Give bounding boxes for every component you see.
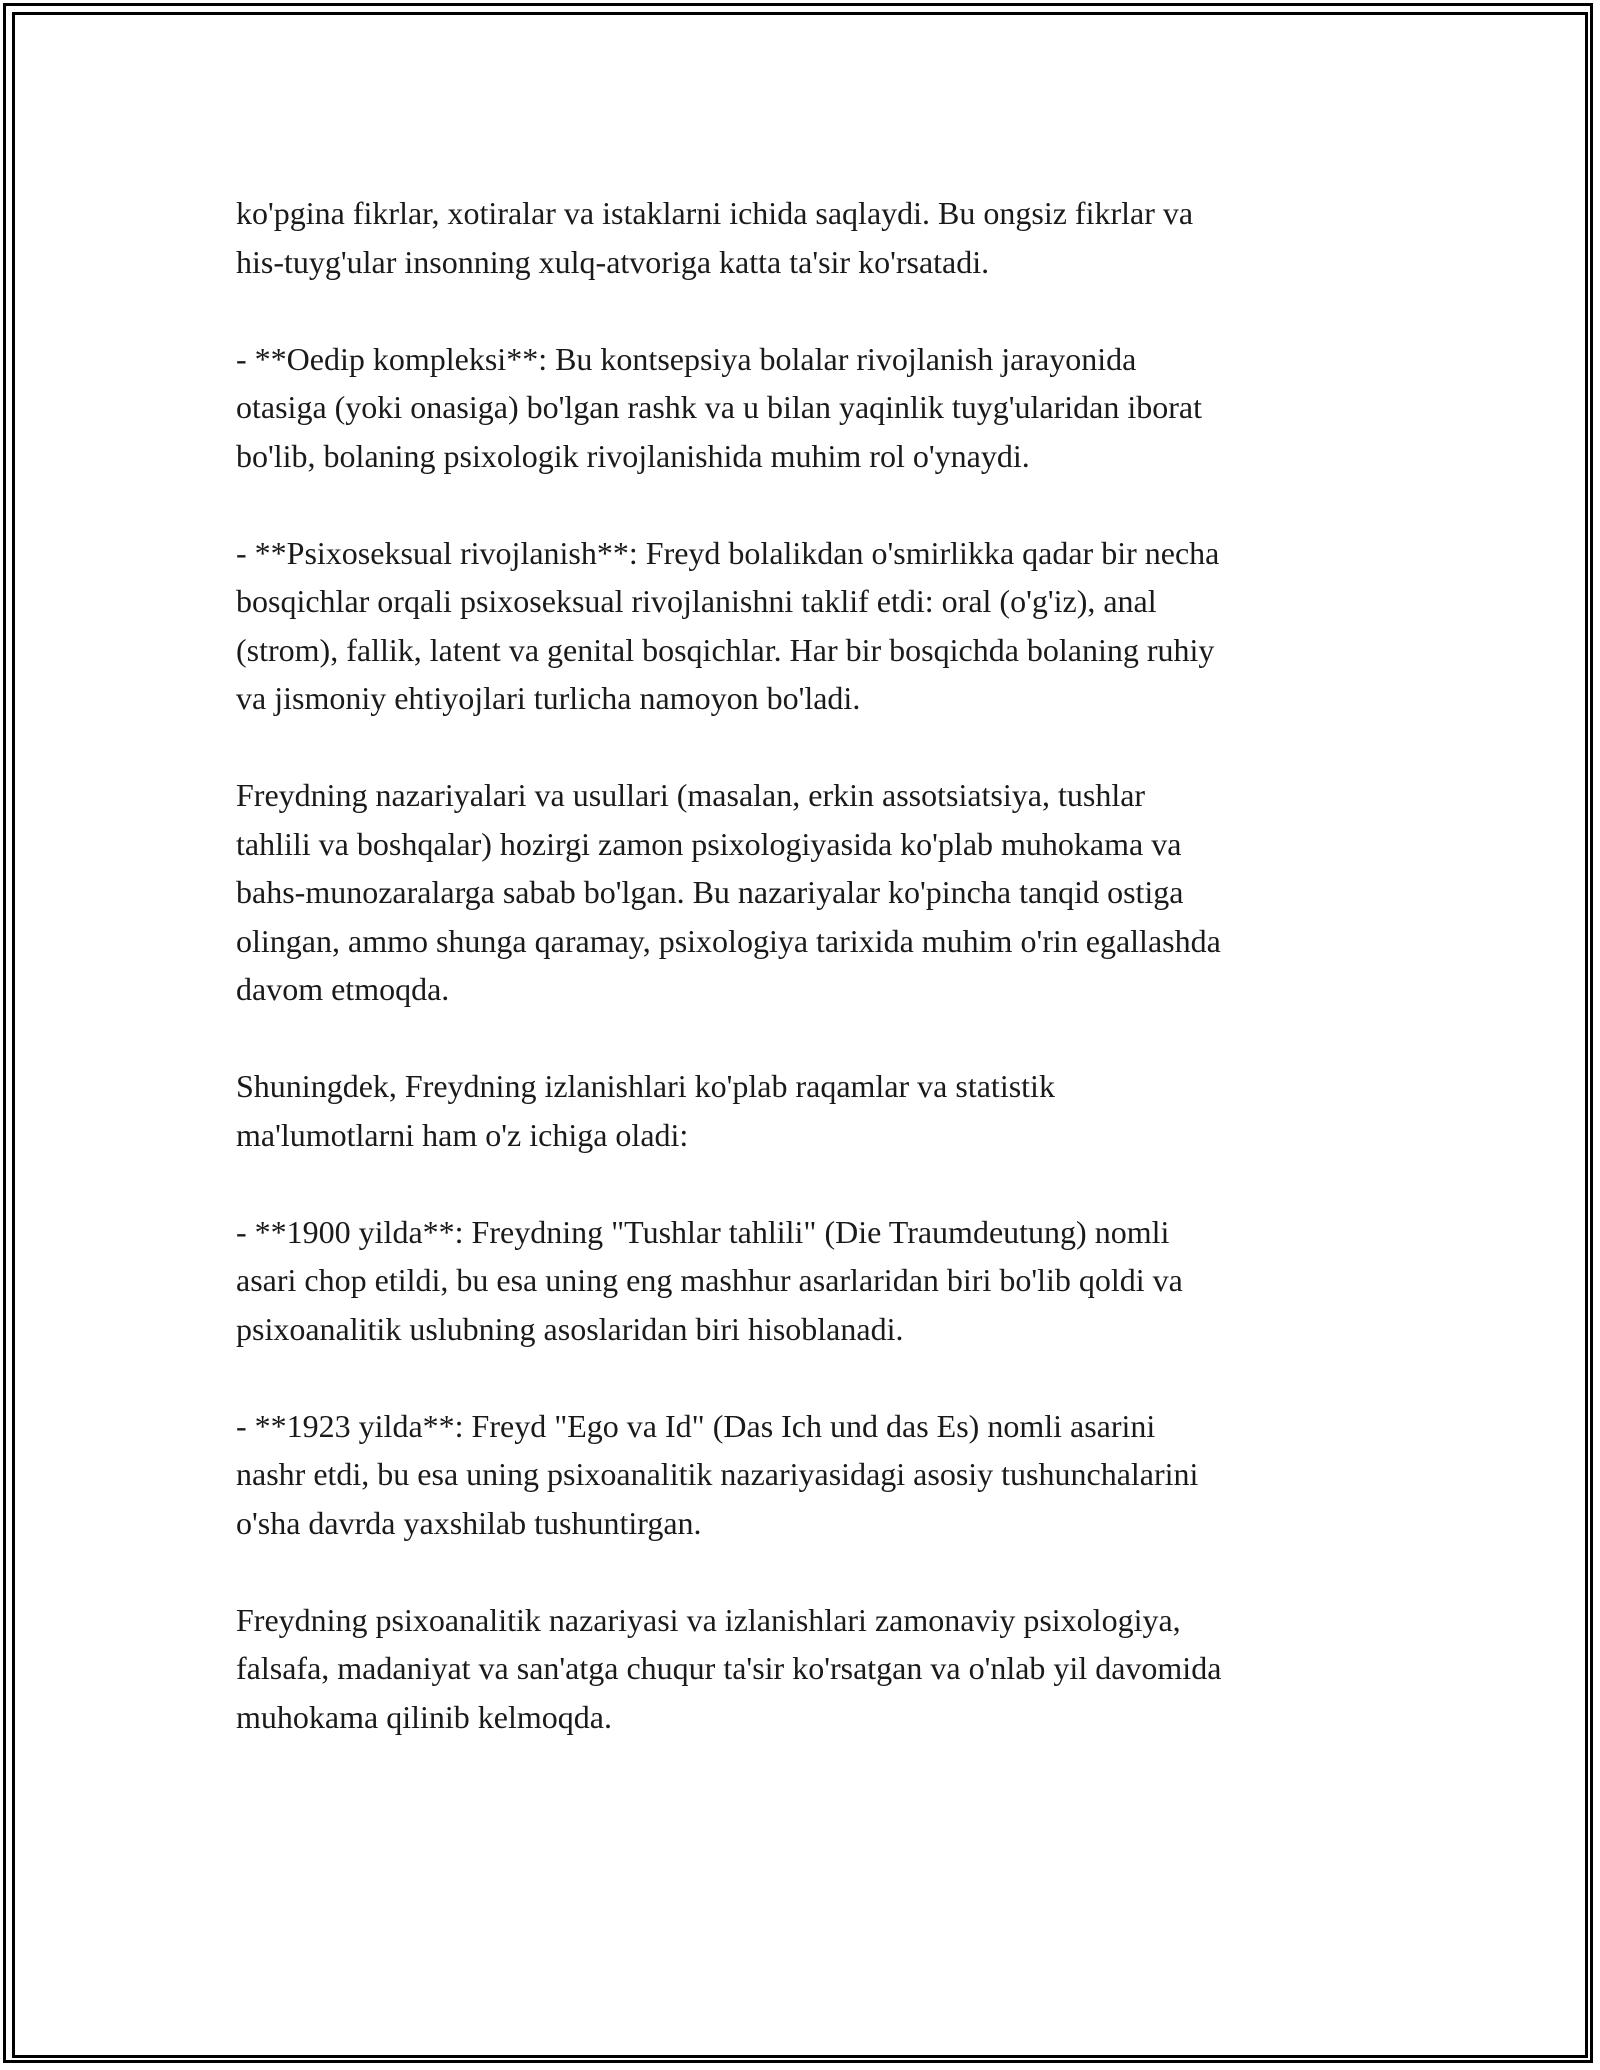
- paragraph-psychosexual-development: [236, 529, 1386, 723]
- text-line: Freydning nazariyalari va usullari (masalan, erkin assotsiatsiya, tushlar: [236, 777, 1146, 813]
- text-line: - **1900 yilda**: Freydning "Tushlar tahlili" (Die Traumdeutung) nomli: [236, 1213, 1170, 1250]
- text-line: ko'pgina fikrlar, xotiralar va istaklarni ichida saqlaydi. Bu ongsiz fikrlar va: [236, 195, 1194, 231]
- text-line: nashr etdi, bu esa uning psixoanalitik nazariyasidagi asosiy tushunchalarini: [236, 1456, 1199, 1492]
- paragraph-unconscious-mind: [236, 189, 1386, 286]
- text-line: - **1923 yilda**: Freyd "Ego va Id" (Das Ich und das Es) nomli asarini: [236, 1407, 1156, 1444]
- text-line: o'sha davrda yaxshilab tushuntirgan.: [236, 1504, 702, 1541]
- document-body: [236, 189, 1386, 1790]
- paragraph-statistics-intro: [236, 1062, 1386, 1159]
- text-line: davom etmoqda.: [236, 971, 450, 1007]
- paragraph-conclusion: [236, 1596, 1386, 1742]
- paragraph-1923: [236, 1402, 1386, 1548]
- text-line: - **Psixoseksual rivojlanish**: Freyd bolalikdan o'smirlikka qadar bir necha: [236, 534, 1220, 571]
- paragraph-theories-methods: [236, 771, 1386, 1014]
- text-line: Shuningdek, Freydning izlanishlari ko'plab raqamlar va statistik: [236, 1068, 1055, 1104]
- text-line: falsafa, madaniyat va san'atga chuqur ta'sir ko'rsatgan va o'nlab yil davomida: [236, 1650, 1222, 1686]
- text-line: his-tuyg'ular insonning xulq-atvoriga katta ta'sir ko'rsatadi.: [236, 243, 990, 280]
- text-line: psixoanalitik uslubning asoslaridan biri hisoblanadi.: [236, 1310, 904, 1347]
- text-line: bosqichlar orqali psixoseksual rivojlanishni taklif etdi: oral (o'g'iz), anal: [236, 583, 1157, 619]
- text-line: asari chop etildi, bu esa uning eng mashhur asarlaridan biri bo'lib qoldi va: [236, 1262, 1183, 1298]
- text-line: (strom), fallik, latent va genital bosqichlar. Har bir bosqichda bolaning ruhiy: [236, 631, 1215, 668]
- text-line: - **Oedip kompleksi**: Bu kontsepsiya bolalar rivojlanish jarayonida: [236, 340, 1137, 377]
- text-line: ma'lumotlarni ham o'z ichiga oladi:: [236, 1116, 689, 1153]
- text-line: muhokama qilinib kelmoqda.: [236, 1698, 612, 1735]
- text-line: bahs-munozaralarga sabab bo'lgan. Bu nazariyalar ko'pincha tanqid ostiga: [236, 874, 1184, 910]
- text-line: Freydning psixoanalitik nazariyasi va izlanishlari zamonaviy psixologiya,: [236, 1601, 1181, 1638]
- paragraph-oedipus-complex: [236, 335, 1386, 481]
- text-line: bo'lib, bolaning psixologik rivojlanishida muhim rol o'ynaydi.: [236, 437, 1030, 474]
- text-line: otasiga (yoki onasiga) bo'lgan rashk va u bilan yaqinlik tuyg'ularidan iborat: [236, 389, 1202, 425]
- paragraph-1900: [236, 1208, 1386, 1354]
- text-line: tahlili va boshqalar) hozirgi zamon psixologiyasida ko'plab muhokama va: [236, 825, 1182, 862]
- text-line: olingan, ammo shunga qaramay, psixologiya tarixida muhim o'rin egallashda: [236, 922, 1221, 959]
- text-line: va jismoniy ehtiyojlari turlicha namoyon bo'ladi.: [236, 680, 861, 716]
